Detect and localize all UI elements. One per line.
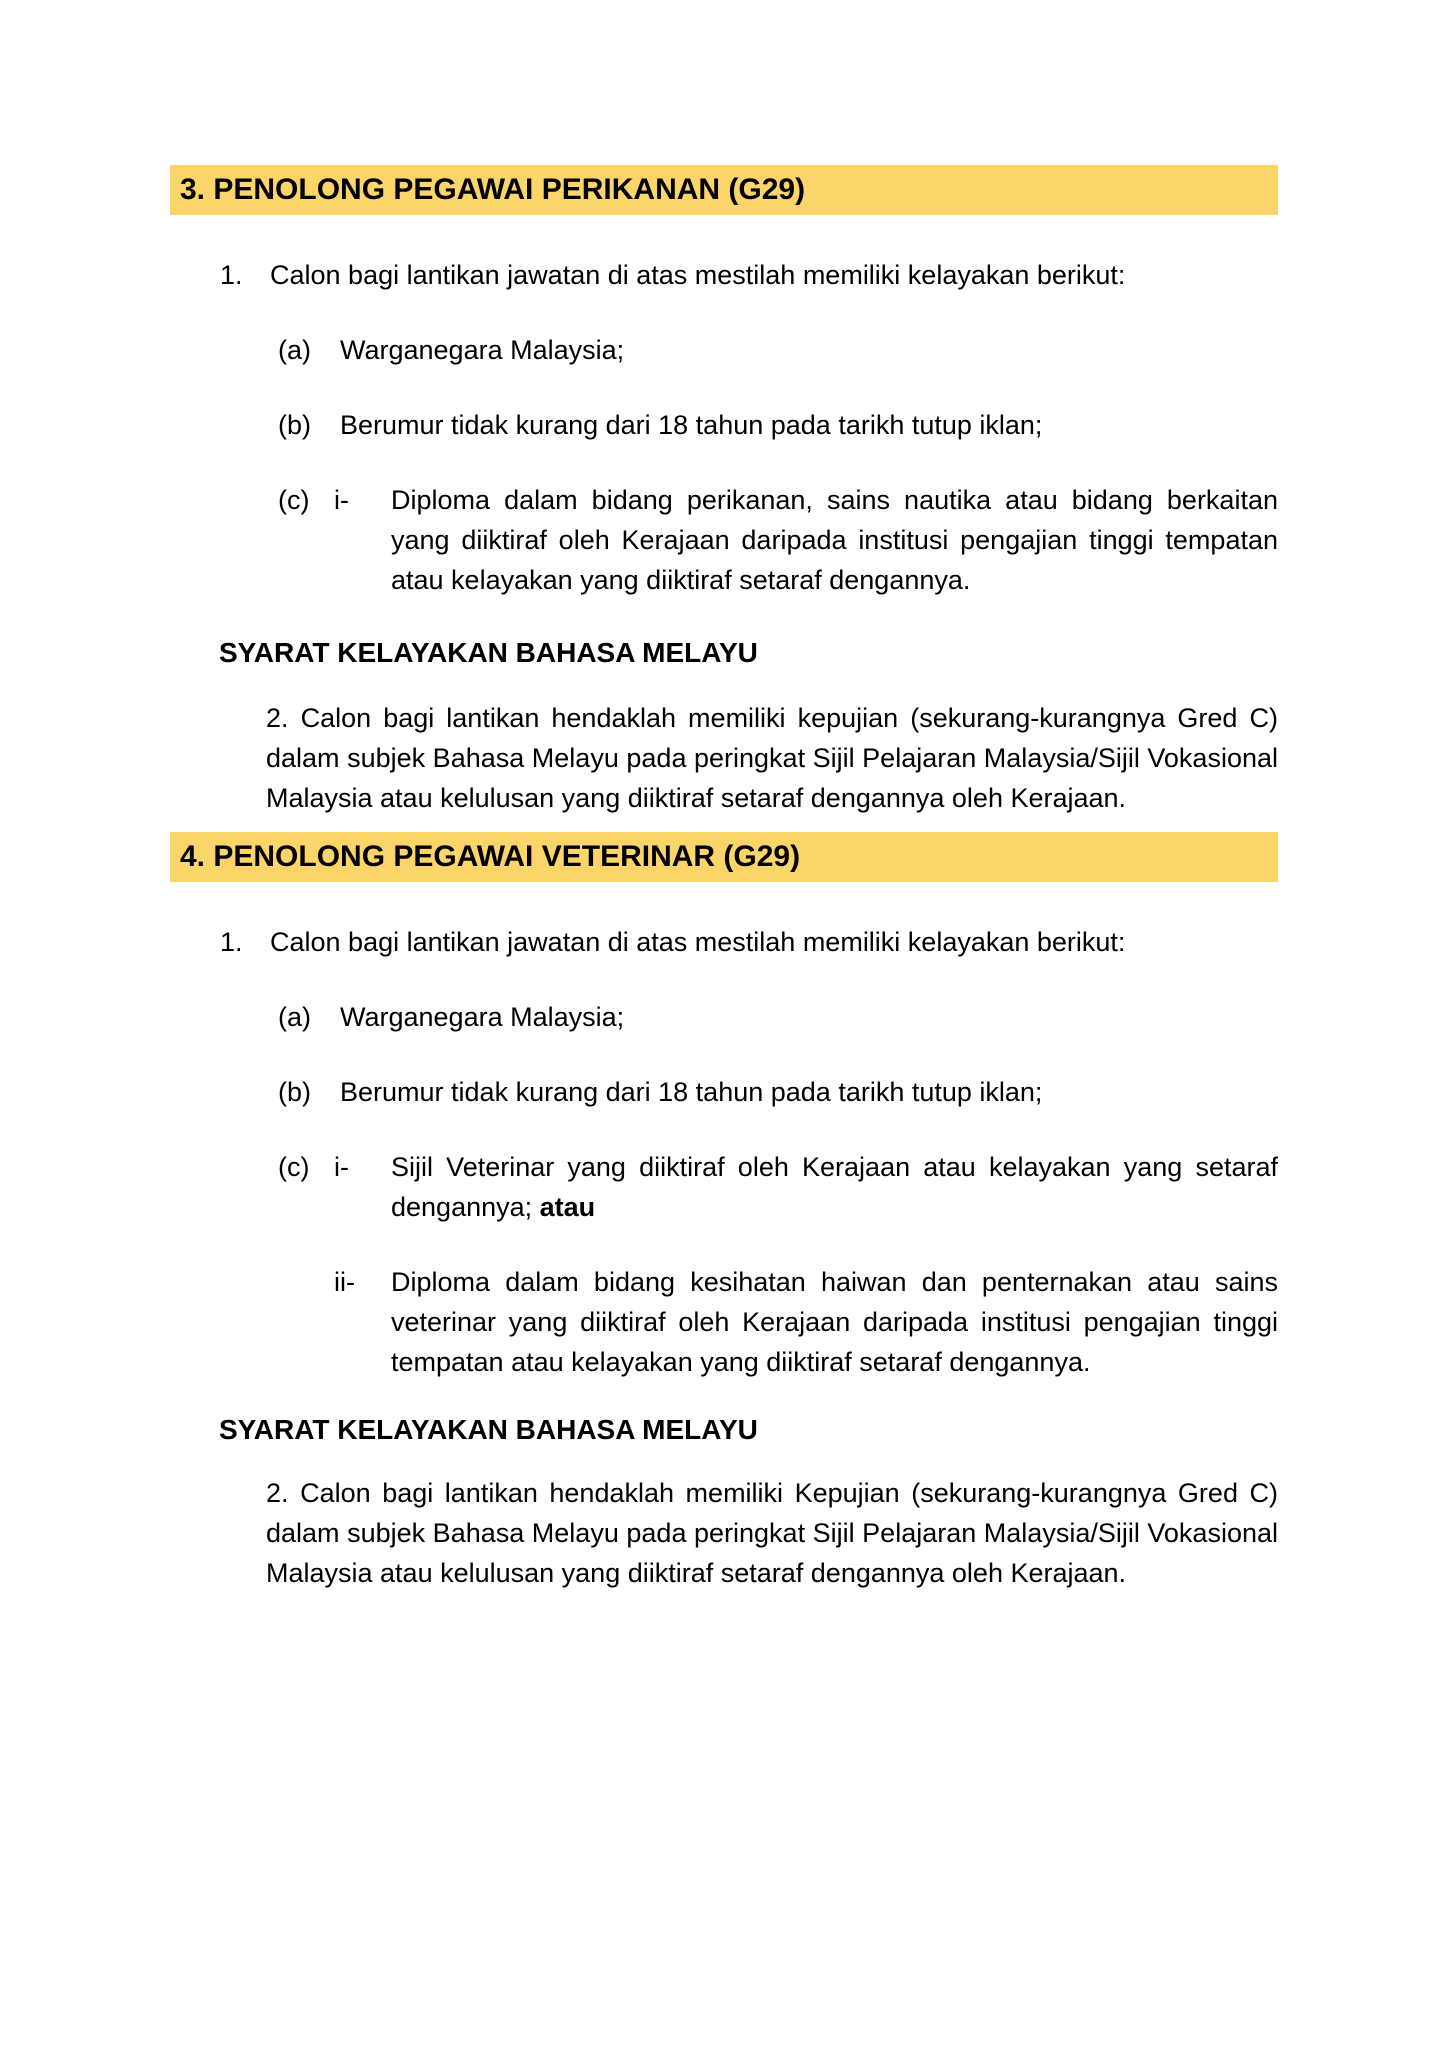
sub-item-text: Berumur tidak kurang dari 18 tahun pada tarikh tutup iklan; bbox=[340, 1077, 1043, 1107]
syarat-kelayakan-heading: SYARAT KELAYAKAN BAHASA MELAYU bbox=[219, 637, 758, 668]
sub-item-marker: (c) bbox=[278, 485, 310, 515]
section-penolong-pegawai-perikanan bbox=[170, 165, 1278, 818]
paragraph-item-2 bbox=[266, 1473, 1278, 1593]
section-heading-highlight: 3. PENOLONG PEGAWAI PERIKANAN (G29) bbox=[170, 165, 1278, 215]
document-page bbox=[170, 165, 1278, 1593]
paragraph-text: Calon bagi lantikan hendaklah memiliki kepujian (sekurang-kurangnya Gred C) dalam subjek Bahasa Melayu pada peringkat Sijil Pelajaran Malaysia/Sijil Vokasional Malaysia atau kelulusan yang diiktiraf setaraf dengannya oleh Kerajaan. bbox=[266, 703, 1278, 813]
sub-item-text: Warganegara Malaysia; bbox=[340, 335, 625, 365]
section-heading-highlight: 4. PENOLONG PEGAWAI VETERINAR (G29) bbox=[170, 832, 1278, 882]
sub-item-text: Diploma dalam bidang perikanan, sains nautika atau bidang berkaitan yang diiktiraf oleh Kerajaan daripada institusi pengajian tinggi tempatan atau kelayakan yang diiktiraf setaraf dengannya. bbox=[391, 485, 1278, 595]
list-number: 2. bbox=[266, 1478, 289, 1508]
sub-item-text: Warganegara Malaysia; bbox=[340, 1002, 625, 1032]
sub-item-c-ii bbox=[334, 1262, 1278, 1382]
sub-item-text-bold: atau bbox=[539, 1192, 596, 1222]
sub-item-b bbox=[278, 1072, 1278, 1112]
list-item-text: Calon bagi lantikan jawatan di atas mestilah memiliki kelayakan berikut: bbox=[270, 260, 1126, 290]
roman-marker: i- bbox=[334, 1152, 349, 1182]
sub-item-marker: (a) bbox=[278, 1002, 311, 1032]
sub-item-a bbox=[278, 997, 1278, 1037]
list-item-1 bbox=[220, 922, 1278, 962]
roman-marker: i- bbox=[334, 485, 349, 515]
sub-item-marker: (a) bbox=[278, 335, 311, 365]
sub-item-marker: (b) bbox=[278, 410, 311, 440]
sub-item-text: Diploma dalam bidang kesihatan haiwan dan penternakan atau sains veterinar yang diiktiraf oleh Kerajaan daripada institusi pengajian tinggi tempatan atau kelayakan yang diiktiraf setaraf dengannya. bbox=[391, 1267, 1278, 1377]
sub-item-text: Berumur tidak kurang dari 18 tahun pada tarikh tutup iklan; bbox=[340, 410, 1043, 440]
syarat-kelayakan-heading: SYARAT KELAYAKAN BAHASA MELAYU bbox=[219, 1414, 758, 1445]
roman-marker: ii- bbox=[334, 1267, 355, 1297]
sub-item-b bbox=[278, 405, 1278, 445]
list-item-1 bbox=[220, 255, 1278, 295]
list-number: 1. bbox=[220, 927, 243, 957]
paragraph-text: Calon bagi lantikan hendaklah memiliki Kepujian (sekurang-kurangnya Gred C) dalam subjek Bahasa Melayu pada peringkat Sijil Pelajaran Malaysia/Sijil Vokasional Malaysia atau kelulusan yang diiktiraf setaraf dengannya oleh Kerajaan. bbox=[266, 1478, 1278, 1588]
paragraph-item-2 bbox=[266, 698, 1278, 818]
sub-item-text-main: Sijil Veterinar yang diiktiraf oleh Kerajaan atau kelayakan yang setaraf dengannya; bbox=[391, 1152, 1278, 1222]
sub-item-a bbox=[278, 330, 1278, 370]
sub-item-c-i bbox=[278, 1147, 1278, 1227]
sub-item-c bbox=[278, 480, 1278, 600]
sub-item-text bbox=[391, 1147, 1278, 1227]
list-number: 1. bbox=[220, 260, 243, 290]
section-penolong-pegawai-veterinar bbox=[170, 832, 1278, 1593]
list-item-text: Calon bagi lantikan jawatan di atas mestilah memiliki kelayakan berikut: bbox=[270, 927, 1126, 957]
sub-item-marker: (b) bbox=[278, 1077, 311, 1107]
list-number: 2. bbox=[266, 703, 289, 733]
sub-item-marker: (c) bbox=[278, 1152, 310, 1182]
